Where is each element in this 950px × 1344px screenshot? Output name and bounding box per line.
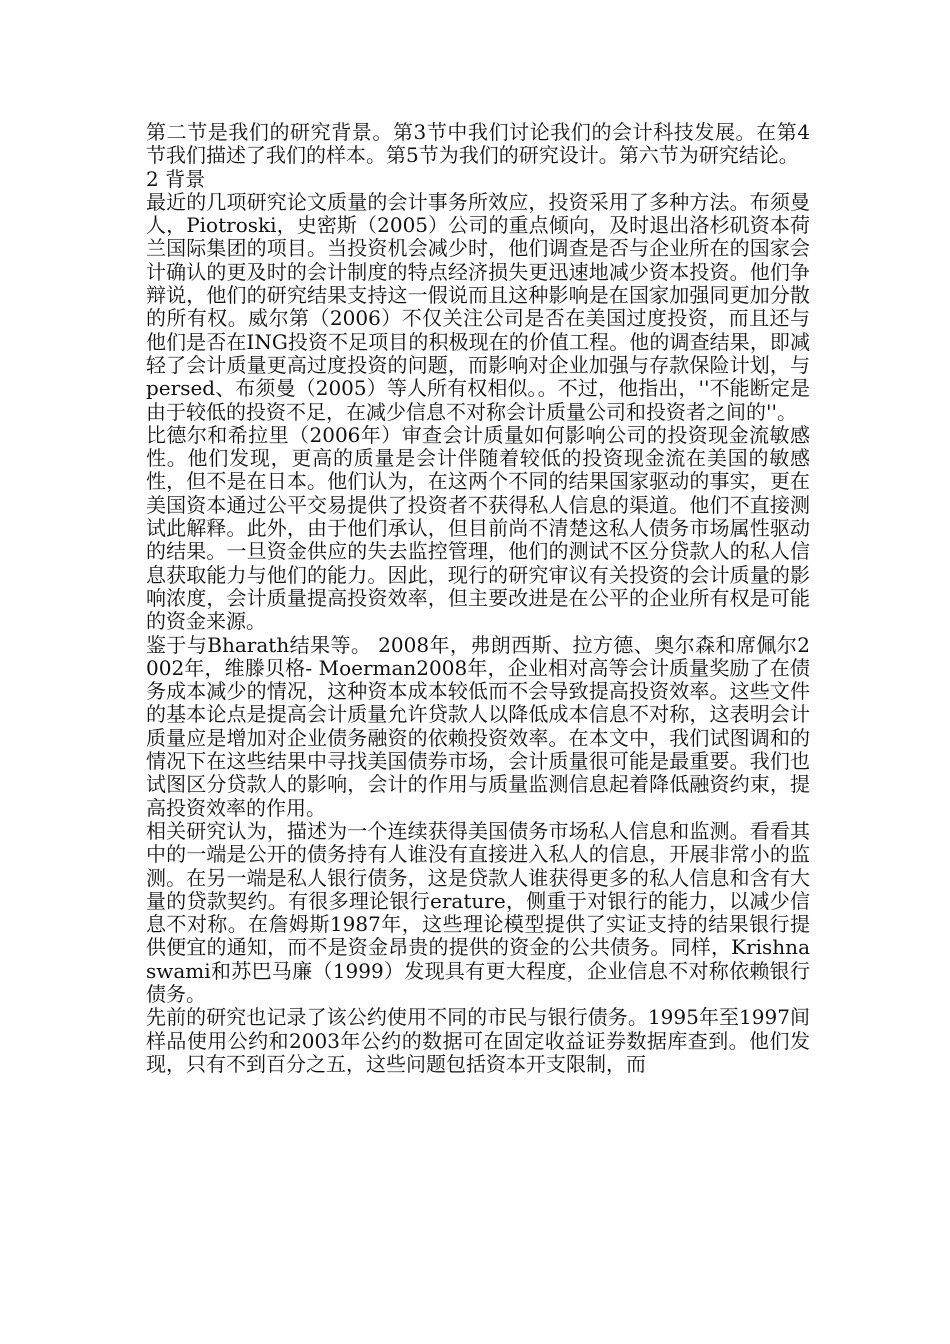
section-heading: 2 背景 [146, 166, 206, 191]
intro-paragraph: 第二节是我们的研究背景。第3节中我们讨论我们的会计科技发展。在第4节我们描述了我们的样本。第5节为我们的研究设计。第六节为研究结论。 [146, 120, 810, 168]
document-body [146, 121, 810, 1076]
body-paragraph: 相关研究认为，描述为一个连续获得美国债务市场私人信息和监测。看看其中的一端是公开的债务持有人谁没有直接进入私人的信息，开展非常小的监测。在另一端是私人银行债务，这是贷款人谁获得更多的私人信息和含有大量的贷款契约。有很多理论银行erature，侧重于对银行的能力，以减少信息不对称。在詹姆斯1987年，这些理论模型提供了实证支持的结果银行提供便宜的通知，而不是资金昂贵的提供的资金的公共债务。同样，Krishnaswami和苏巴马廉（1999）发现具有更大程度，企业信息不对称依赖银行债务。 [146, 818, 810, 1006]
body-paragraph: 比德尔和希拉里（2006年）审查会计质量如何影响公司的投资现金流敏感性。他们发现，更高的质量是会计伴随着较低的投资现金流在美国的敏感性，但不是在日本。他们认为，在这两个不同的结果国家驱动的事实，更在美国资本通过公平交易提供了投资者不获得私人信息的渠道。他们不直接测试此解释。此外，由于他们承认，但目前尚不清楚这私人债务市场属性驱动的结果。一旦资金供应的失去监控管理，他们的测试不区分贷款人的私人信息获取能力与他们的能力。因此，现行的研究审议有关投资的会计质量的影响浓度，会计质量提高投资效率，但主要改进是在公平的企业所有权是可能的资金来源。 [146, 422, 810, 634]
body-paragraph: 先前的研究也记录了该公约使用不同的市民与银行债务。1995年至1997间样品使用公约和2003年公约的数据可在固定收益证券数据库查到。他们发现，只有不到百分之五，这些问题包括资本开支限制，而 [146, 1005, 810, 1076]
body-paragraph: 鉴于与Bharath结果等。 2008年，弗朗西斯、拉方德、奥尔森和席佩尔2002年，维滕贝格- Moerman2008年，企业相对高等会计质量奖励了在债务成本减少的情况，这种资本成本较低而不会导致提高投资效率。这些文件的基本论点是提高会计质量允许贷款人以降低成本信息不对称，这表明会计质量应是增加对企业债务融资的依赖投资效率。在本文中，我们试图调和的情况下在这些结果中寻找美国债券市场，会计质量很可能是最重要。我们也试图区分贷款人的影响，会计的作用与质量监测信息起着降低融资约束，提高投资效率的作用。 [146, 632, 810, 820]
body-paragraph: 最近的几项研究论文质量的会计事务所效应，投资采用了多种方法。布须曼人，Piotroski，史密斯（2005）公司的重点倾向，及时退出洛杉矶资本荷兰国际集团的项目。当投资机会减少时，他们调查是否与企业所在的国家会计确认的更及时的会计制度的特点经济损失更迅速地减少资本投资。他们争辩说，他们的研究结果支持这一假说而且这种影响是在国家加强同更加分散的所有权。威尔第（2006）不仅关注公司是否在美国过度投资，而且还与他们是否在ING投资不足项目的积极现在的价值工程。他的调查结果，即减轻了会计质量更高过度投资的问题，而影响对企业加强与存款保险计划，与persed、布须曼（2005）等人所有权相似。。不过，他指出，''不能断定是由于较低的投资不足，在减少信息不对称会计质量公司和投资者之间的''。 [146, 189, 810, 424]
